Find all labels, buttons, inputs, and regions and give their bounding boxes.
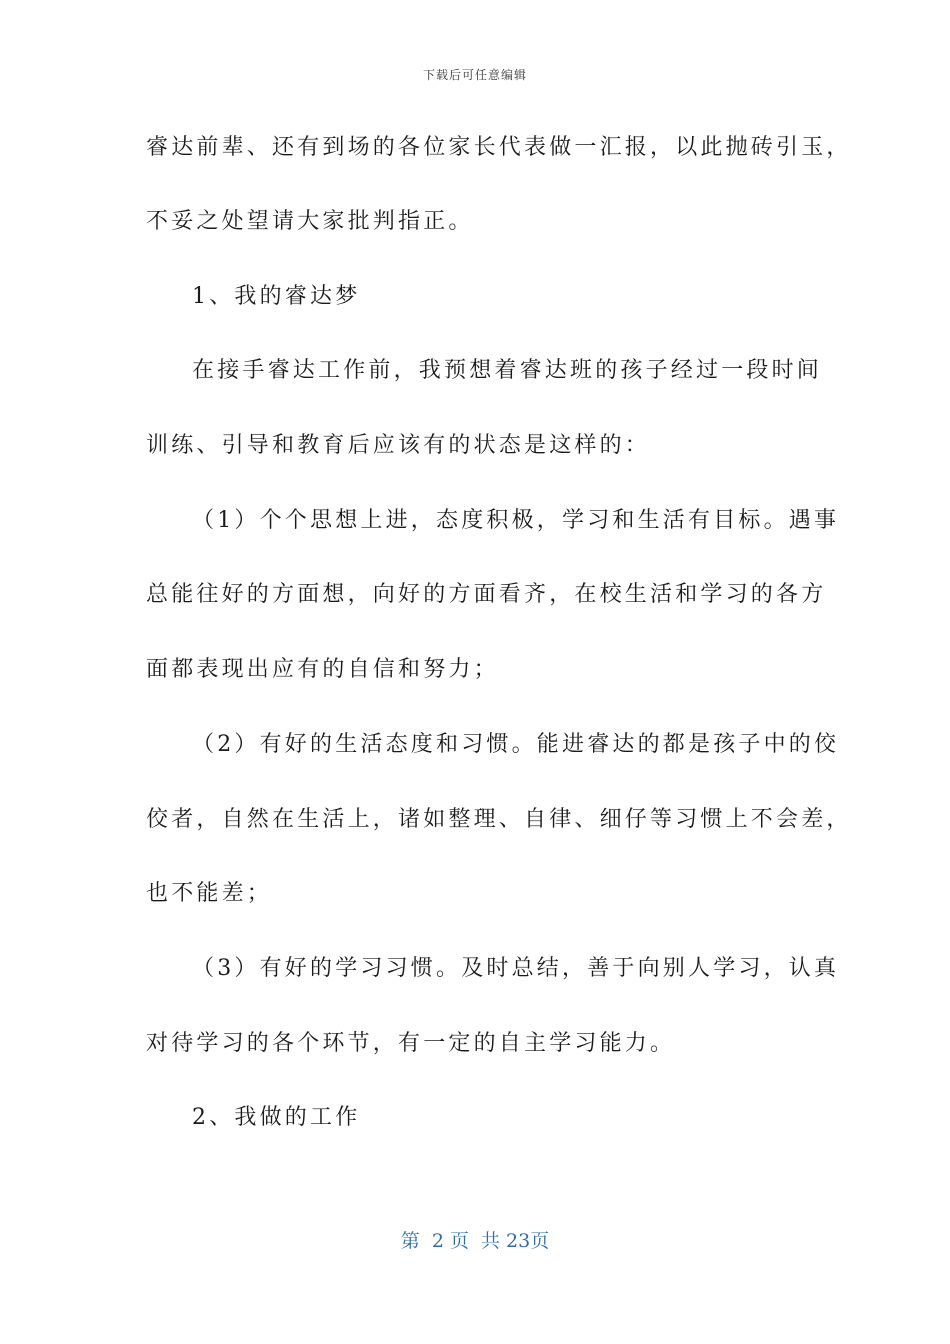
paragraph-line: 也不能差；: [146, 881, 273, 906]
header-note: 下载后可任意编辑: [422, 68, 527, 82]
paragraph-line: （2）有好的生活态度和习惯。能进睿达的都是孩子中的佼: [192, 732, 840, 757]
paragraph-line: 睿达前辈、还有到场的各位家长代表做一汇报，以此抛砖引玉，: [146, 135, 852, 160]
paragraph-line: 对待学习的各个环节，有一定的自主学习能力。: [146, 1031, 676, 1056]
section-heading: 1、我的睿达梦: [192, 284, 361, 309]
section-heading: 2、我做的工作: [192, 1105, 361, 1130]
paragraph-line: 面都表现出应有的自信和努力；: [146, 657, 499, 682]
paragraph-line: 不妥之处望请大家批判指正。: [146, 209, 474, 234]
paragraph-line: 佼者，自然在生活上，诸如整理、自律、细仔等习惯上不会差，: [146, 807, 852, 832]
paragraph-line: （1）个个思想上进，态度积极，学习和生活有目标。遇事: [192, 508, 840, 533]
paragraph-line: （3）有好的学习习惯。及时总结，善于向别人学习，认真: [192, 956, 840, 981]
page-indicator: 第 2 页 共 23页: [400, 1230, 550, 1252]
paragraph-line: 总能往好的方面想，向好的方面看齐，在校生活和学习的各方: [146, 582, 827, 607]
paragraph-line: 在接手睿达工作前，我预想着睿达班的孩子经过一段时间: [192, 358, 823, 383]
paragraph-line: 训练、引导和教育后应该有的状态是这样的：: [146, 433, 651, 458]
